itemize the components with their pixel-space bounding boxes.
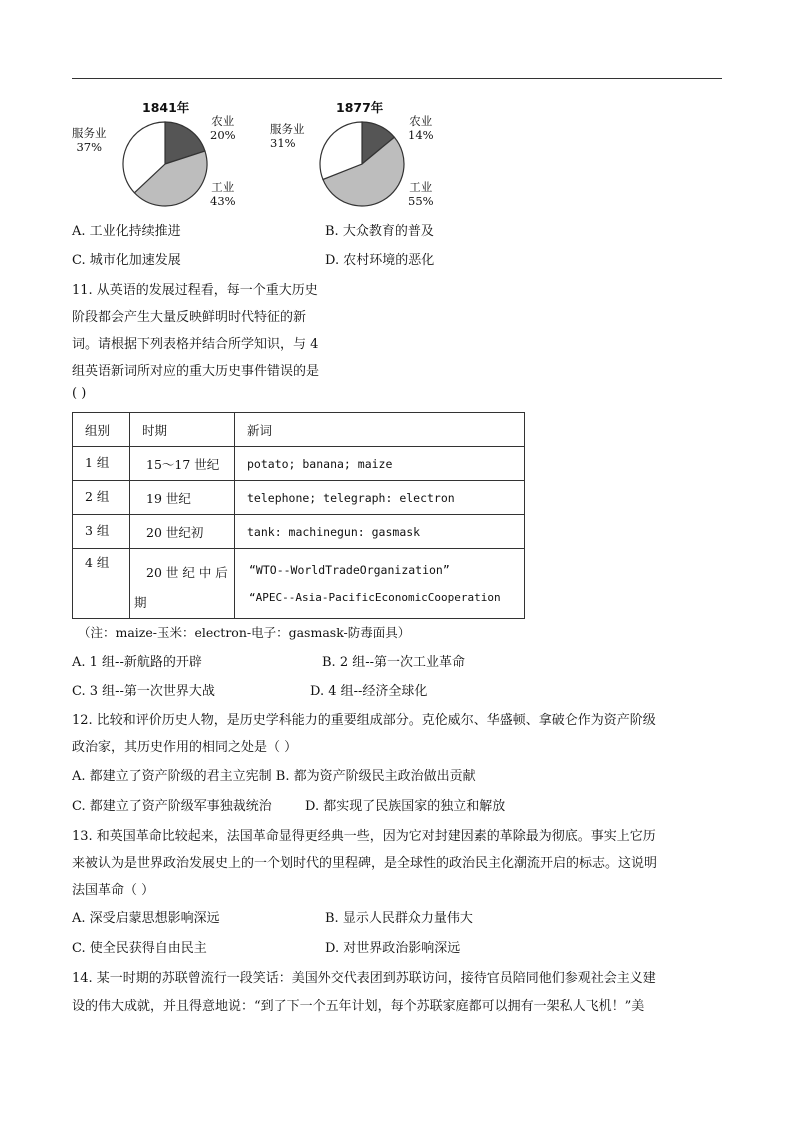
table-row	[73, 481, 525, 515]
table-row	[73, 515, 525, 549]
label-service	[72, 126, 107, 154]
label-industry-pct: 43%	[210, 194, 236, 208]
header-rule	[72, 78, 722, 79]
q14-stem-line-2: 设的伟大成就，并且得意地说：“到了下一个五年计划，每个苏联家庭都可以拥有一架私人飞机！”美	[72, 999, 645, 1014]
q10-option-c: C. 城市化加速发展	[72, 253, 181, 268]
table-row	[73, 447, 525, 481]
chart-year-label: 1841年	[142, 100, 190, 115]
q12-option-c: C. 都建立了资产阶级军事独裁统治	[72, 799, 272, 814]
cell-words: telephone; telegraph: electron	[235, 481, 525, 515]
label-service-name: 服务业	[270, 122, 305, 136]
cell-period	[130, 549, 235, 619]
q11-option-d: D. 4 组--经济全球化	[310, 684, 428, 699]
label-industry-name: 工业	[211, 180, 235, 194]
header-words: 新词	[235, 413, 525, 447]
label-agriculture-pct: 14%	[408, 128, 434, 142]
q13-option-d: D. 对世界政治影响深远	[325, 941, 461, 956]
cell-period: 15～17 世纪	[130, 447, 235, 481]
cell-group: 3 组	[73, 515, 130, 549]
header-period: 时期	[130, 413, 235, 447]
cell-period-line-2: 期	[134, 594, 147, 610]
q11-stem-line-2: 阶段都会产生大量反映鲜明时代特征的新	[72, 310, 307, 325]
table-row	[73, 549, 525, 619]
q11-option-b: B. 2 组--第一次工业革命	[322, 655, 466, 670]
q11-option-c: C. 3 组--第一次世界大战	[72, 684, 215, 699]
label-industry-pct: 55%	[408, 194, 434, 208]
cell-words: tank: machinegun: gasmask	[235, 515, 525, 549]
q11-stem-line-3: 词。请根据下列表格并结合所学知识，与 4	[72, 337, 319, 352]
q13-option-b: B. 显示人民群众力量伟大	[325, 911, 473, 926]
q12-option-d: D. 都实现了民族国家的独立和解放	[305, 799, 506, 814]
cell-group: 1 组	[73, 447, 130, 481]
label-industry	[210, 180, 236, 208]
label-industry	[408, 180, 434, 208]
q11-answer-blank: ( )	[72, 386, 87, 401]
label-agriculture-name: 农业	[211, 114, 235, 128]
label-industry-name: 工业	[409, 180, 433, 194]
pie-chart-1877	[270, 96, 450, 216]
label-service-pct: 31%	[270, 136, 296, 150]
q13-option-c: C. 使全民获得自由民主	[72, 941, 207, 956]
cell-period: 19 世纪	[130, 481, 235, 515]
cell-words: potato; banana; maize	[235, 447, 525, 481]
q11-note: （注：maize-玉米：electron-电子：gasmask-防毒面具）	[78, 625, 411, 640]
q13-stem-line-3: 法国革命（ ）	[72, 883, 155, 898]
label-service-pct: 37%	[76, 140, 103, 154]
label-service	[270, 122, 305, 150]
cell-words	[235, 549, 525, 619]
q12-stem-line-1: 12. 比较和评价历史人物，是历史学科能力的重要组成部分。克伦威尔、华盛顿、拿破仑作为资产阶级	[72, 713, 656, 728]
table-header-row	[73, 413, 525, 447]
q10-option-a: A. 工业化持续推进	[72, 224, 181, 239]
pie-chart-1841	[72, 96, 252, 216]
q11-option-a: A. 1 组--新航路的开辟	[72, 655, 202, 670]
q13-option-a: A. 深受启蒙思想影响深远	[72, 911, 220, 926]
label-agriculture-name: 农业	[409, 114, 433, 128]
q10-option-b: B. 大众教育的普及	[325, 224, 434, 239]
q12-option-ab: A. 都建立了资产阶级的君主立宪制 B. 都为资产阶级民主政治做出贡献	[72, 769, 476, 784]
cell-group: 4 组	[73, 549, 130, 619]
header-group: 组别	[73, 413, 130, 447]
q14-stem-line-1: 14. 某一时期的苏联曾流行一段笑话：美国外交代表团到苏联访问，接待官员陪同他们参观社会主义建	[72, 971, 656, 986]
label-agriculture	[408, 114, 434, 142]
label-service-name: 服务业	[72, 126, 107, 140]
q13-stem-line-2: 来被认为是世界政治发展史上的一个划时代的里程碑，是全球性的政治民主化潮流开启的标志。这说明	[72, 856, 658, 871]
label-agriculture	[210, 114, 236, 142]
cell-group: 2 组	[73, 481, 130, 515]
chart-year-label: 1877年	[336, 100, 384, 115]
q12-stem-line-2: 政治家，其历史作用的相同之处是（ ）	[72, 740, 298, 755]
cell-words-line-1: “WTO--WorldTradeOrganization”	[249, 563, 450, 577]
q13-stem-line-1: 13. 和英国革命比较起来，法国革命显得更经典一些，因为它对封建因素的革除最为彻底。事实上它历	[72, 829, 656, 844]
q10-option-d: D. 农村环境的恶化	[325, 253, 435, 268]
label-agriculture-pct: 20%	[210, 128, 236, 142]
cell-words-line-2: “APEC--Asia-PacificEconomicCooperation	[249, 591, 501, 604]
cell-period-line-1: 20 世 纪 中 后	[146, 564, 228, 580]
cell-period: 20 世纪初	[130, 515, 235, 549]
new-words-table	[72, 412, 525, 619]
q11-stem-line-1: 11. 从英语的发展过程看，每一个重大历史	[72, 283, 318, 298]
q11-stem-line-4: 组英语新词所对应的重大历史事件错误的是	[72, 364, 320, 379]
